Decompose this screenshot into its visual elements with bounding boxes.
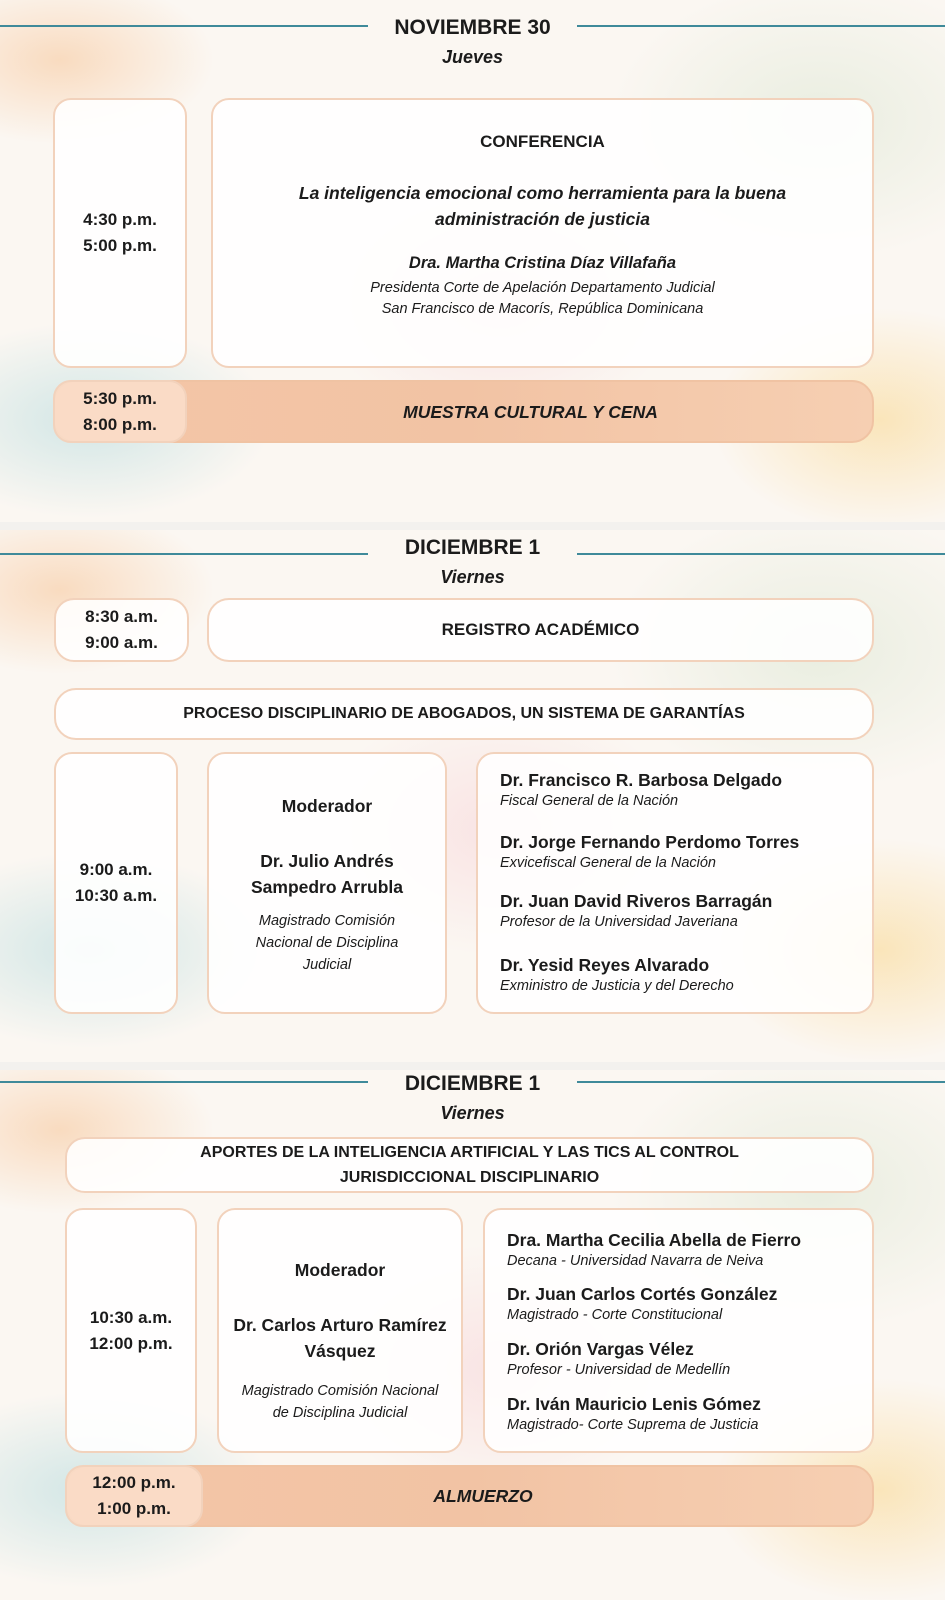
moderator-role-line3: Judicial [302,957,352,973]
time-end: 1:00 p.m. [97,1499,171,1518]
speaker-name: Dr. Jorge Fernando Perdomo Torres [500,832,800,852]
time-start: 12:00 p.m. [92,1473,176,1492]
moderator-role-line2: Nacional de Disciplina [255,935,399,951]
speakers-box [483,1208,874,1453]
speaker-name: Dr. Juan Carlos Cortés González [507,1284,778,1304]
time-end: 8:00 p.m. [83,414,157,434]
speaker-role: Magistrado- Corte Suprema de Justicia [507,1417,759,1433]
panel-diciembre-1-a [0,530,945,1062]
speaker-role: Fiscal General de la Nación [500,793,679,809]
speaker-role: Exvicefiscal General de la Nación [500,855,716,871]
speaker-role: Magistrado - Corte Constitucional [507,1307,723,1323]
cultural-time-box [53,380,187,443]
registration-time-box [54,598,189,662]
event-type: CONFERENCIA [480,132,605,151]
speaker-name: Dra. Martha Cristina Díaz Villafaña [408,254,677,272]
conference-title-line1: La inteligencia emocional como herramienta para la buena [298,183,787,203]
time-end: 10:30 a.m. [74,886,158,905]
registration-box: REGISTRO ACADÉMICO [207,598,874,662]
speaker-role: Profesor - Universidad de Medellín [507,1362,731,1378]
day-weekday: Viernes [440,567,505,587]
speaker-name: Dr. Francisco R. Barbosa Delgado [500,770,783,790]
day-date: DICIEMBRE 1 [404,1072,541,1095]
time-start: 8:30 a.m. [85,607,158,626]
moderator-name [219,1312,461,1364]
moderator-label: Moderador [281,796,373,816]
speaker-role: Exministro de Justicia y del Derecho [500,978,734,994]
speaker-name: Dra. Martha Cecilia Abella de Fierro [507,1230,802,1250]
moderator-box [217,1208,463,1453]
day-date: DICIEMBRE 1 [404,536,541,559]
panel-title-box: PROCESO DISCIPLINARIO DE ABOGADOS, UN SISTEMA DE GARANTÍAS [54,688,874,740]
speaker-role-line1: Presidenta Corte de Apelación Departamento Judicial [370,280,715,296]
speaker-item [500,955,734,994]
day-weekday: Jueves [441,47,504,67]
speaker-role [213,278,872,320]
moderator-role-line1: Magistrado Comisión Nacional [241,1383,439,1399]
panel-time-box [54,752,178,1014]
moderator-box [207,752,447,1014]
moderator-role-line1: Magistrado Comisión [258,913,396,929]
speaker-item [507,1394,761,1433]
moderator-name-line2: Sampedro Arrubla [250,877,404,897]
day-date: NOVIEMBRE 30 [394,16,551,39]
day-weekday: Viernes [440,1103,505,1123]
panel-title-line2: JURISDICCIONAL DISCIPLINARIO [339,1169,600,1186]
conference-title-line2: administración de justicia [435,209,650,229]
moderator-role [209,910,445,976]
speaker-item [500,770,782,809]
moderator-name-line1: Dr. Carlos Arturo Ramírez [233,1315,447,1335]
time-start: 9:00 a.m. [79,860,153,879]
speaker-item [507,1284,777,1323]
moderator-name [209,848,445,900]
speakers-box [476,752,874,1014]
moderator-label: Moderador [294,1260,386,1280]
speaker-item [500,832,799,871]
panel-time-box [65,1208,197,1453]
time-end: 9:00 a.m. [85,633,158,652]
cultural-label: MUESTRA CULTURAL Y CENA [403,402,658,422]
speaker-item [500,891,772,930]
panel-noviembre-30 [0,0,945,522]
lunch-label: ALMUERZO [433,1486,533,1506]
panel-title-box [65,1137,874,1193]
speaker-item [507,1339,730,1378]
moderator-name-line1: Dr. Julio Andrés [260,851,394,871]
speaker-item [507,1230,801,1269]
panel-diciembre-1-b [0,1070,945,1600]
time-end: 12:00 p.m. [89,1333,173,1353]
moderator-name-line2: Vásquez [304,1341,376,1361]
moderator-role [219,1380,461,1424]
time-start: 10:30 a.m. [89,1307,173,1327]
speaker-role-line2: San Francisco de Macorís, República Dominicana [381,301,704,317]
speaker-name: Dr. Yesid Reyes Alvarado [500,955,710,975]
moderator-role-line2: de Disciplina Judicial [272,1405,408,1421]
time-start: 4:30 p.m. [83,210,157,229]
panel-title-line1: APORTES DE LA INTELIGENCIA ARTIFICIAL Y LAS TICS AL CONTROL [200,1144,739,1161]
speaker-role: Decana - Universidad Navarra de Neiva [507,1253,764,1269]
speaker-name: Dr. Iván Mauricio Lenis Gómez [507,1394,761,1414]
time-end: 5:00 p.m. [83,236,157,255]
speaker-name: Dr. Juan David Riveros Barragán [500,891,773,911]
time-start: 5:30 p.m. [83,388,157,408]
conference-title [213,180,872,232]
speaker-role: Profesor de la Universidad Javeriana [500,914,738,930]
lunch-time-box [65,1465,203,1527]
conference-time-box [53,98,187,368]
conference-box [211,98,874,368]
speaker-name: Dr. Orión Vargas Vélez [507,1339,694,1359]
